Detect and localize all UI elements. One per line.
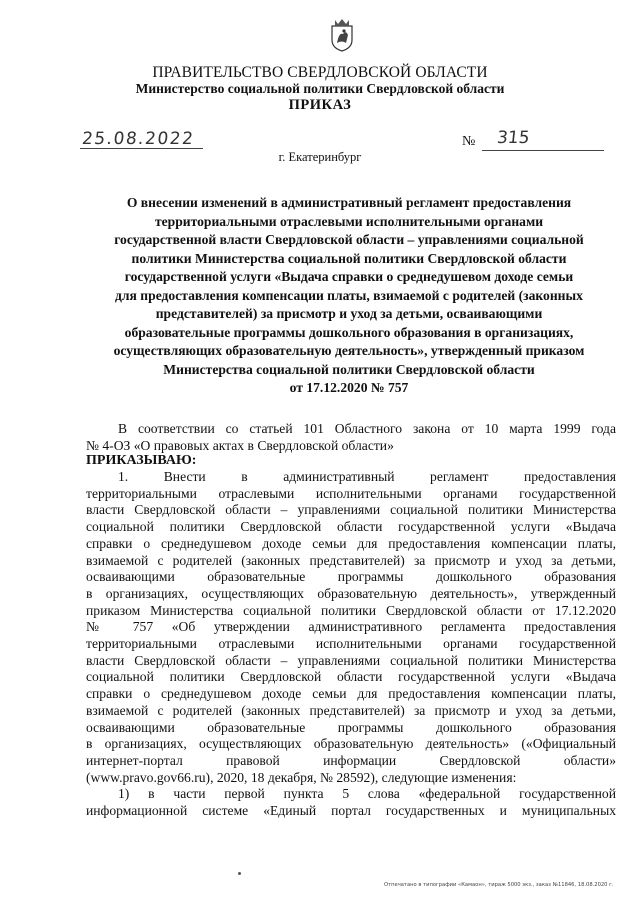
title-line: представителей) за присмотр и уход за детьми, осваивающими: [155, 306, 543, 321]
body-line: в организациях, осуществляющих образовательную деятельность», утвержденный: [86, 585, 616, 601]
body-line: № 757 «Об утверждении административного регламента предоставления: [86, 619, 616, 635]
city: г. Екатеринбург: [278, 150, 362, 164]
date-underline: [80, 148, 203, 149]
document-title: [84, 194, 614, 398]
body-line: территориальными отраслевыми исполнительными органами государственной: [86, 485, 616, 501]
title-line: политики Министерства социальной политики Свердловской области: [131, 250, 567, 266]
title-line: образовательные программы дошкольного образования в организациях,: [124, 324, 574, 340]
body-line: (www.pravo.gov66.ru), 2020, 18 декабря, № 28592), следующие изменения:: [86, 769, 517, 785]
title-line: территориальными отраслевыми исполнительными органами: [154, 213, 544, 229]
orders-heading: ПРИКАЗЫВАЮ:: [86, 453, 197, 468]
body-line: в организациях, осуществляющих образовательную деятельность» («Официальный: [86, 736, 616, 752]
page-mark: [238, 872, 241, 875]
body-line: 1) в части первой пункта 5 слова «федеральной государственной: [118, 786, 616, 802]
body-line: осваивающими образовательные программы дошкольного образования: [86, 719, 616, 735]
body-line: справки о среднедушевом доходе семьи для предоставления компенсации платы,: [86, 535, 616, 551]
point-1: [86, 469, 616, 820]
order-number: 315: [495, 128, 531, 148]
order-date: 25.08.2022: [80, 129, 196, 149]
government-name: ПРАВИТЕЛЬСТВО СВЕРДЛОВСКОЙ ОБЛАСТИ: [152, 64, 488, 81]
preamble: [86, 420, 616, 454]
body-line: приказом Министерства социальной политики Свердловской области от 17.12.2020: [86, 602, 616, 618]
title-line: государственной власти Свердловской области – управлениями социальной: [114, 232, 584, 247]
body-line: территориальными отраслевыми исполнительными органами государственной: [86, 636, 616, 652]
print-footer: Отпечатано в типографии «Камаон», тираж 5000 экз., заказ №11846, 18.08.2020 г.: [384, 882, 614, 888]
preamble-line: В соответствии со статьей 101 Областного закона от 10 марта 1999 года: [118, 421, 616, 436]
title-line: Министерства социальной политики Свердловской области: [163, 361, 535, 377]
body-line: информационной системе «Единый портал государственных и муниципальных: [86, 803, 616, 819]
title-line: для предоставления компенсации платы, взимаемой с родителей (законных: [115, 287, 583, 303]
ministry-name: Министерство социальной политики Свердловской области: [135, 81, 505, 96]
body-line: власти Свердловской области – управлениями социальной политики Министерства: [86, 652, 616, 668]
document-type: ПРИКАЗ: [288, 97, 352, 113]
body-line: 1. Внести в административный регламент предоставления: [118, 469, 616, 484]
body-line: справки о среднедушевом доходе семьи для предоставления компенсации платы,: [86, 686, 616, 702]
coat-of-arms-icon: [329, 16, 355, 52]
title-line: О внесении изменений в административный регламент предоставления: [126, 195, 572, 210]
body-line: социальной политики Свердловской области государственной услуги «Выдача: [86, 669, 616, 685]
body-line: власти Свердловской области – управлениями социальной политики Министерства: [86, 502, 616, 518]
title-line: осуществляющих образовательную деятельность», утвержденный приказом: [113, 343, 585, 358]
body-line: осваивающими образовательные программы дошкольного образования: [86, 569, 616, 585]
preamble-line: № 4-ОЗ «О правовых актах в Свердловской области»: [86, 438, 394, 454]
body-line: интернет-портал правовой информации Свердловской области»: [86, 752, 616, 768]
body-line: социальной политики Свердловской области государственной услуги «Выдача: [86, 519, 616, 535]
number-label: №: [462, 134, 476, 149]
title-line: от 17.12.2020 № 757: [289, 380, 409, 395]
body-line: взимаемой с родителей (законных представителей) за присмотр и уход за детьми,: [86, 552, 616, 568]
body-line: взимаемой с родителей (законных представителей) за присмотр и уход за детьми,: [86, 702, 616, 718]
title-line: государственной услуги «Выдача справки о среднедушевом доходе семьи: [124, 269, 574, 284]
